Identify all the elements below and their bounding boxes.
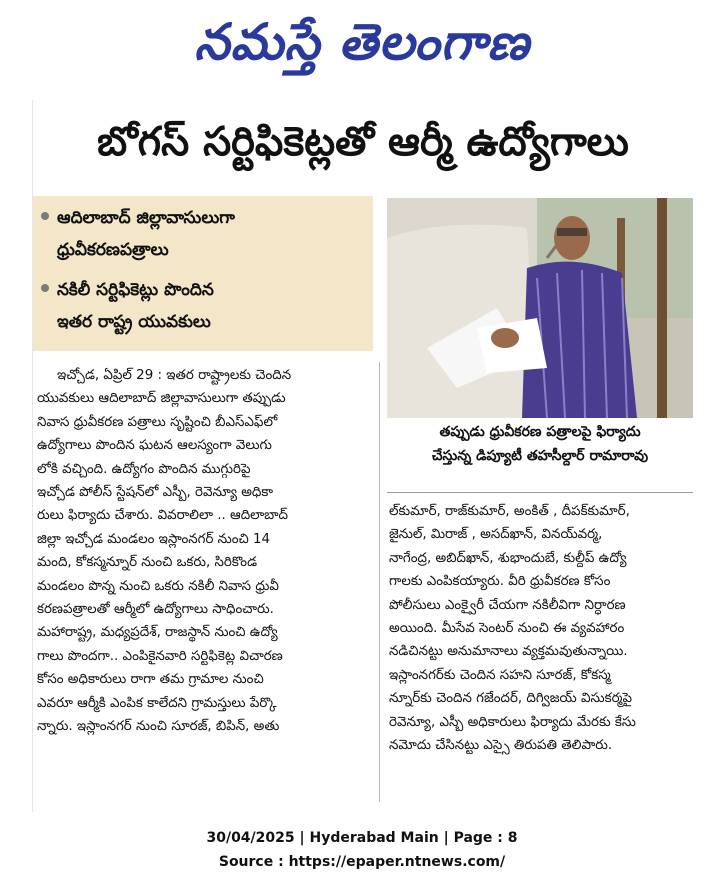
- footer-date-edition: 30/04/2025 | Hyderabad Main | Page : 8: [206, 830, 518, 846]
- body-line: గాలకు ఎంపికయ్యారు. వీరి ధ్రువీకరణ కోసం: [389, 574, 611, 590]
- article-body-right: [389, 500, 689, 757]
- body-line: న్నారు. ఇస్లాంనగర్ నుంచి సూరజ్, బిపిన్, అతు: [37, 719, 280, 735]
- body-line: రులు ఫిర్యాదు చేశారు. వివరాలిలా .. ఆదిలాబాద్: [37, 508, 288, 524]
- masthead-title: నమస్తే తెలంగాణ: [194, 13, 530, 71]
- bullet-icon: [41, 212, 49, 220]
- body-line: అయింది. మీసేవ సెంటర్ నుంచి ఈ వ్యవహారం: [389, 621, 625, 637]
- body-line: యువకులు ఆదిలాబాద్ జిల్లావాసులుగా తప్పుడు: [37, 391, 286, 407]
- body-line: ఉద్యోగాలు పొందిన ఘటన ఆలస్యంగా వెలుగు: [37, 438, 272, 454]
- body-line: పోలీసులు ఎంక్వైరీ చేయగా నకిలీవిగా నిర్ధారణ: [389, 597, 626, 613]
- body-line: నివాస ధ్రువీకరణ పత్రాలు సృష్టించి బీఎస్ఎఫ్‌లో: [37, 414, 278, 430]
- body-line: ఇచ్చోడ, ఏప్రిల్ 29 : ఇతర రాష్ట్రాలకు చెందిన: [57, 368, 292, 383]
- bullet-icon: [41, 284, 49, 292]
- highlight-line: నకిలీ సర్టిఫికెట్లు పొందిన: [57, 280, 214, 300]
- body-line: రెవెన్యూ, ఎస్బీ అధికారులు ఫిర్యాదు మేరకు కేసు: [389, 714, 636, 730]
- photo-illustration: [387, 198, 693, 418]
- caption-divider: [387, 492, 693, 493]
- footer-source: Source : https://epaper.ntnews.com/: [218, 854, 506, 870]
- highlight-item: [41, 276, 361, 305]
- newspaper-masthead: [0, 6, 724, 78]
- body-line: ల్‌కుమార్, రాజ్‌కుమార్, అంకిత్ , దీపక్‌కుమార్,: [389, 504, 630, 519]
- body-line: కరణపత్రాలతో ఆర్మీలో ఉద్యోగాలు సాధించారు.: [37, 602, 274, 618]
- body-line: మండలం పొన్న నుంచి ఒకరు నకిలీ నివాస ధ్రువీ: [37, 578, 279, 594]
- body-line: ఇచ్చోడ పోలీస్ స్టేషన్‌లో ఎస్బీ, రెవెన్యూ అధికా: [37, 485, 273, 501]
- caption-line: చేస్తున్న డిప్యూటీ తహసీల్దార్ రామారావు: [431, 448, 649, 464]
- body-line: మహారాష్ట్ర, మధ్యప్రదేశ్, రాజస్థాన్ నుంచి ఉద్యో: [37, 625, 278, 641]
- body-line: మంది, కోకస్మన్నూర్ నుంచి ఒకరు, సిరికొండ: [37, 555, 257, 571]
- article-page: [32, 100, 693, 812]
- highlights-box: [33, 196, 373, 351]
- body-line: న్నూర్‌కు చెందిన గజేందర్, దిగ్విజయ్ విసుకర్మపై: [389, 691, 633, 707]
- body-line: జిల్లా ఇచ్చోడ మండలం ఇస్లాంనగర్ నుంచి 14: [37, 531, 271, 547]
- highlight-line: ధ్రువీకరణపత్రాలు: [57, 240, 169, 260]
- body-line: లోకి వచ్చింది. ఉద్యోగం పొందిన ముగ్గురిపై: [37, 461, 251, 477]
- body-line: ఇస్లాంనగర్‌కు చెందిన సహని సూరజ్, కోకస్మ: [389, 667, 611, 683]
- caption-line: తప్పుడు ధ్రువీకరణ పత్రాలపై ఫిర్యాదు: [439, 424, 641, 440]
- page-footer: [0, 826, 724, 874]
- body-line: ఎవరూ ఆర్మీకి ఎంపిక కాలేదని గ్రామస్తులు పేర్కొ: [37, 695, 277, 711]
- article-body-left: [37, 364, 373, 739]
- article-headline: బోగస్ సర్టిఫికెట్లతో ఆర్మీ ఉద్యోగాలు: [97, 119, 629, 165]
- body-line: నాగేంద్ర, అబిద్‌ఖాన్, శుభాందుబే, కుల్దీప్ ఉద్యో: [389, 550, 627, 566]
- body-line: గాలు పొందగా.. ఎంపికైనవారి సర్టిఫికెట్ల విచారణ: [37, 648, 283, 664]
- body-line: జైనుల్, మిరాజ్ , అసద్‌ఖాన్, వినయ్‌వర్మ,: [389, 527, 603, 543]
- article-photo: [387, 198, 693, 418]
- body-line: నమోదు చేసినట్టు ఎస్సై తిరుపతి తెలిపారు.: [389, 738, 613, 754]
- highlight-line: ఇతర రాష్ట్ర యువకులు: [57, 312, 211, 332]
- body-line: నడిచినట్టు అనుమానాలు వ్యక్తమవుతున్నాయి.: [389, 644, 628, 660]
- highlight-line: ఆదిలాబాద్ జిల్లావాసులుగా: [57, 208, 235, 228]
- photo-caption: [387, 420, 693, 468]
- body-line: కోసం అధికారులు రాగా తమ గ్రామాల నుంచి: [37, 672, 264, 688]
- column-divider: [379, 362, 380, 802]
- highlight-item: [41, 204, 361, 233]
